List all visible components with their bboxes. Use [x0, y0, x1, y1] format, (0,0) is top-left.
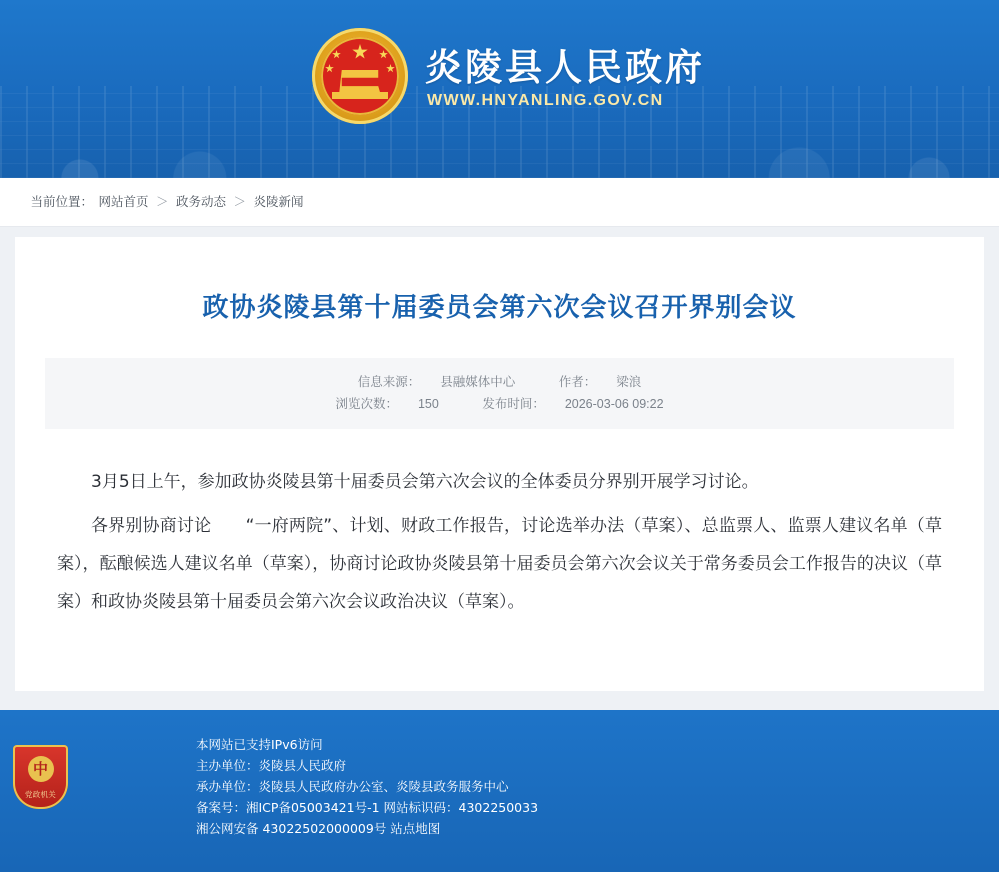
article-publish-value: 2026-03-06 09:22: [564, 397, 664, 412]
article-views-label: 浏览次数：: [335, 397, 398, 412]
footer-line-icp: 备案号：湘ICP备05003421号-1 网站标识码：4302250033: [196, 800, 539, 815]
content-area: [0, 227, 999, 691]
badge-center-char: 中: [28, 756, 54, 782]
emblem-gate-base: [332, 92, 388, 99]
footer-line-operator: 承办单位：炎陵县人民政府办公室、炎陵县政务服务中心: [196, 779, 509, 794]
article-source-value: 县融媒体中心: [440, 375, 516, 390]
footer-line-host: 主办单位：炎陵县人民政府: [196, 758, 347, 773]
site-header: [0, 0, 999, 178]
article-meta-box: [45, 358, 954, 429]
police-internet-badge-icon[interactable]: [13, 745, 68, 809]
article-source-label: 信息来源：: [357, 375, 421, 390]
site-title: 炎陵县人民政府: [425, 46, 705, 89]
article-author-value: 梁浪: [616, 375, 642, 390]
article-source: [348, 375, 526, 389]
breadcrumb-separator-2: ＞: [233, 195, 247, 209]
article-author: [549, 375, 652, 389]
footer-line-ipv6: 本网站已支持IPv6访问: [196, 737, 323, 752]
footer-line-police-record[interactable]: 湘公网安备 43022502000009号 站点地图: [196, 821, 441, 836]
breadcrumb-separator-1: ＞: [156, 195, 169, 209]
breadcrumb-bar: [0, 178, 999, 227]
article-publish-time: [472, 397, 673, 411]
china-national-emblem-icon: [312, 28, 408, 124]
breadcrumb-link-government-news[interactable]: 政务动态: [176, 195, 227, 209]
article-author-label: 作者：: [558, 375, 597, 390]
article-publish-label: 发布时间：: [482, 397, 545, 412]
breadcrumb: [29, 178, 971, 226]
footer-info: [196, 734, 538, 839]
site-url: WWW.HNYANLING.GOV.CN: [427, 92, 664, 109]
article-card: [15, 237, 984, 691]
article-meta-line-2: [45, 393, 954, 415]
breadcrumb-label: 当前位置：: [30, 195, 94, 209]
breadcrumb-link-yanling-news[interactable]: 炎陵新闻: [253, 195, 304, 209]
article-views-value: 150: [417, 397, 439, 412]
article-body: [15, 429, 984, 621]
breadcrumb-link-home[interactable]: 网站首页: [98, 195, 149, 209]
article-paragraph: 各界别协商讨论 “一府两院”、计划、财政工作报告，讨论选举办法（草案）、总监票人、监票人建议名单（草案），酝酿候选人建议名单（草案），协商讨论政协炎陵县第十届委员会第六次会议关于常务委员会工作报告的决议（草案）和政协炎陵县第十届委员会第六次会议政治决议（草案）。: [57, 516, 942, 613]
article-views: [325, 397, 448, 411]
article-paragraph: 3月5日上午，参加政协炎陵县第十届委员会第六次会议的全体委员分界别开展学习讨论。: [91, 472, 759, 493]
badge-caption: 党政机关: [24, 790, 57, 799]
page-title: 政协炎陵县第十届委员会第六次会议召开界别会议: [202, 293, 797, 323]
site-footer: [0, 710, 999, 872]
article-meta-line-1: [45, 371, 954, 393]
